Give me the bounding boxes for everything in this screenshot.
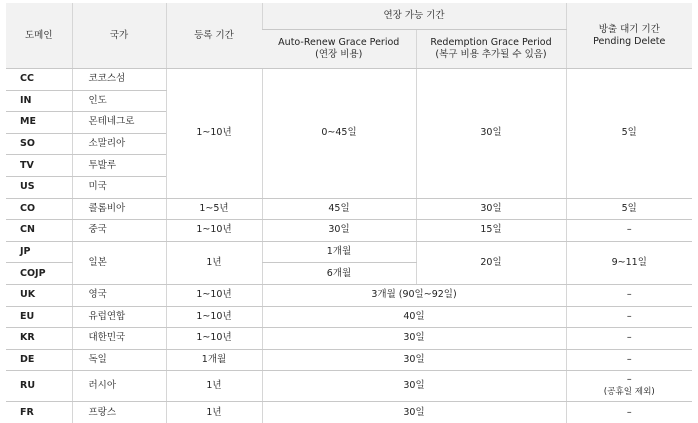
header-reg-period: 등록 기간 [166, 3, 262, 69]
domain-cell: DE [6, 349, 72, 371]
domain-cell: SO [6, 133, 72, 155]
header-pending-ko: 방출 대기 기간 [598, 23, 660, 35]
ext-period-cell: 40일 [262, 306, 566, 328]
reg-period-cell: 1~10년 [166, 306, 262, 328]
reg-period-cell: 1개월 [166, 349, 262, 371]
reg-period-cell: 1~10년 [166, 328, 262, 350]
header-redemption [416, 30, 566, 69]
table-row [6, 69, 692, 91]
pending-cell: – [566, 402, 692, 423]
table-row [6, 241, 692, 263]
ext-period-cell: 30일 [262, 371, 566, 402]
pending-cell: – [566, 220, 692, 242]
header-pending-en: Pending Delete [593, 35, 666, 47]
pending-cell [566, 371, 692, 402]
ext-period-cell: 30일 [262, 402, 566, 423]
country-cell: 독일 [72, 349, 166, 371]
domain-cell: KR [6, 328, 72, 350]
domain-cell: COJP [6, 263, 72, 285]
pending-note: (공휴일 제외) [603, 387, 655, 398]
table-row [6, 306, 692, 328]
country-cell: 인도 [72, 90, 166, 112]
country-cell: 영국 [72, 284, 166, 306]
auto-renew-cell: 30일 [262, 220, 416, 242]
pending-value: – [626, 374, 632, 386]
table-row [6, 328, 692, 350]
header-country: 국가 [72, 3, 166, 69]
domain-cell: CC [6, 69, 72, 91]
domain-period-table [6, 3, 692, 423]
pending-cell: 5일 [566, 69, 692, 199]
auto-renew-cell: 1개월 [262, 241, 416, 263]
domain-period-table-container [6, 3, 692, 423]
redemption-cell: 30일 [416, 69, 566, 199]
country-cell: 투발루 [72, 155, 166, 177]
table-row [6, 220, 692, 242]
ext-period-cell: 30일 [262, 328, 566, 350]
table-row [6, 371, 692, 402]
auto-renew-cell: 6개월 [262, 263, 416, 285]
ext-period-cell: 30일 [262, 349, 566, 371]
domain-cell: FR [20, 406, 34, 418]
pending-cell: – [566, 349, 692, 371]
domain-cell: TV [6, 155, 72, 177]
redemption-cell: 20일 [416, 241, 566, 284]
country-cell: 소말리아 [72, 133, 166, 155]
country-cell: 중국 [72, 220, 166, 242]
domain-cell: UK [6, 284, 72, 306]
pending-cell: 9~11일 [566, 241, 692, 284]
domain-cell: US [6, 176, 72, 198]
country-cell: 대한민국 [72, 328, 166, 350]
pending-cell: – [566, 306, 692, 328]
pending-cell: 5일 [566, 198, 692, 220]
table-row [6, 349, 692, 371]
header-row-1 [6, 3, 692, 30]
pending-cell: – [566, 328, 692, 350]
domain-cell: CO [6, 198, 72, 220]
domain-cell: EU [6, 306, 72, 328]
domain-cell: JP [6, 241, 72, 263]
country-cell: 코코스섬 [72, 69, 166, 91]
header-auto-renew-title: Auto-Renew Grace Period [278, 37, 400, 48]
auto-renew-cell: 0~45일 [262, 69, 416, 199]
table-row [6, 284, 692, 306]
header-pending [566, 3, 692, 69]
country-cell: 콜롬비아 [72, 198, 166, 220]
reg-period-cell: 1~5년 [166, 198, 262, 220]
country-cell: 미국 [72, 176, 166, 198]
ext-period-cell: 3개월 (90일~92일) [262, 284, 566, 306]
reg-period-cell: 1~10년 [166, 284, 262, 306]
table-row [6, 402, 692, 423]
reg-period-cell: 1년 [166, 241, 262, 284]
header-domain: 도메인 [6, 3, 72, 69]
header-auto-renew [262, 30, 416, 69]
header-redemption-title: Redemption Grace Period [430, 37, 552, 48]
country-cell: 일본 [72, 241, 166, 284]
header-redemption-sub: (복구 비용 추가될 수 있음) [435, 49, 547, 60]
domain-cell: CN [6, 220, 72, 242]
redemption-cell: 30일 [416, 198, 566, 220]
reg-period-cell: 1~10년 [166, 69, 262, 199]
reg-period-cell: 1년 [166, 402, 262, 423]
table-row [6, 198, 692, 220]
country-cell: 프랑스 [72, 402, 166, 423]
reg-period-cell: 1년 [166, 371, 262, 402]
country-cell: 몬테네그로 [72, 112, 166, 134]
domain-cell: IN [6, 90, 72, 112]
header-auto-renew-sub: (연장 비용) [315, 49, 363, 60]
redemption-cell: 15일 [416, 220, 566, 242]
country-cell: 러시아 [72, 371, 166, 402]
domain-cell: ME [6, 112, 72, 134]
reg-period-cell: 1~10년 [166, 220, 262, 242]
country-cell: 유럽연합 [72, 306, 166, 328]
pending-cell: – [566, 284, 692, 306]
auto-renew-cell: 45일 [262, 198, 416, 220]
header-ext-group: 연장 가능 기간 [262, 3, 566, 30]
domain-cell: RU [6, 371, 72, 402]
